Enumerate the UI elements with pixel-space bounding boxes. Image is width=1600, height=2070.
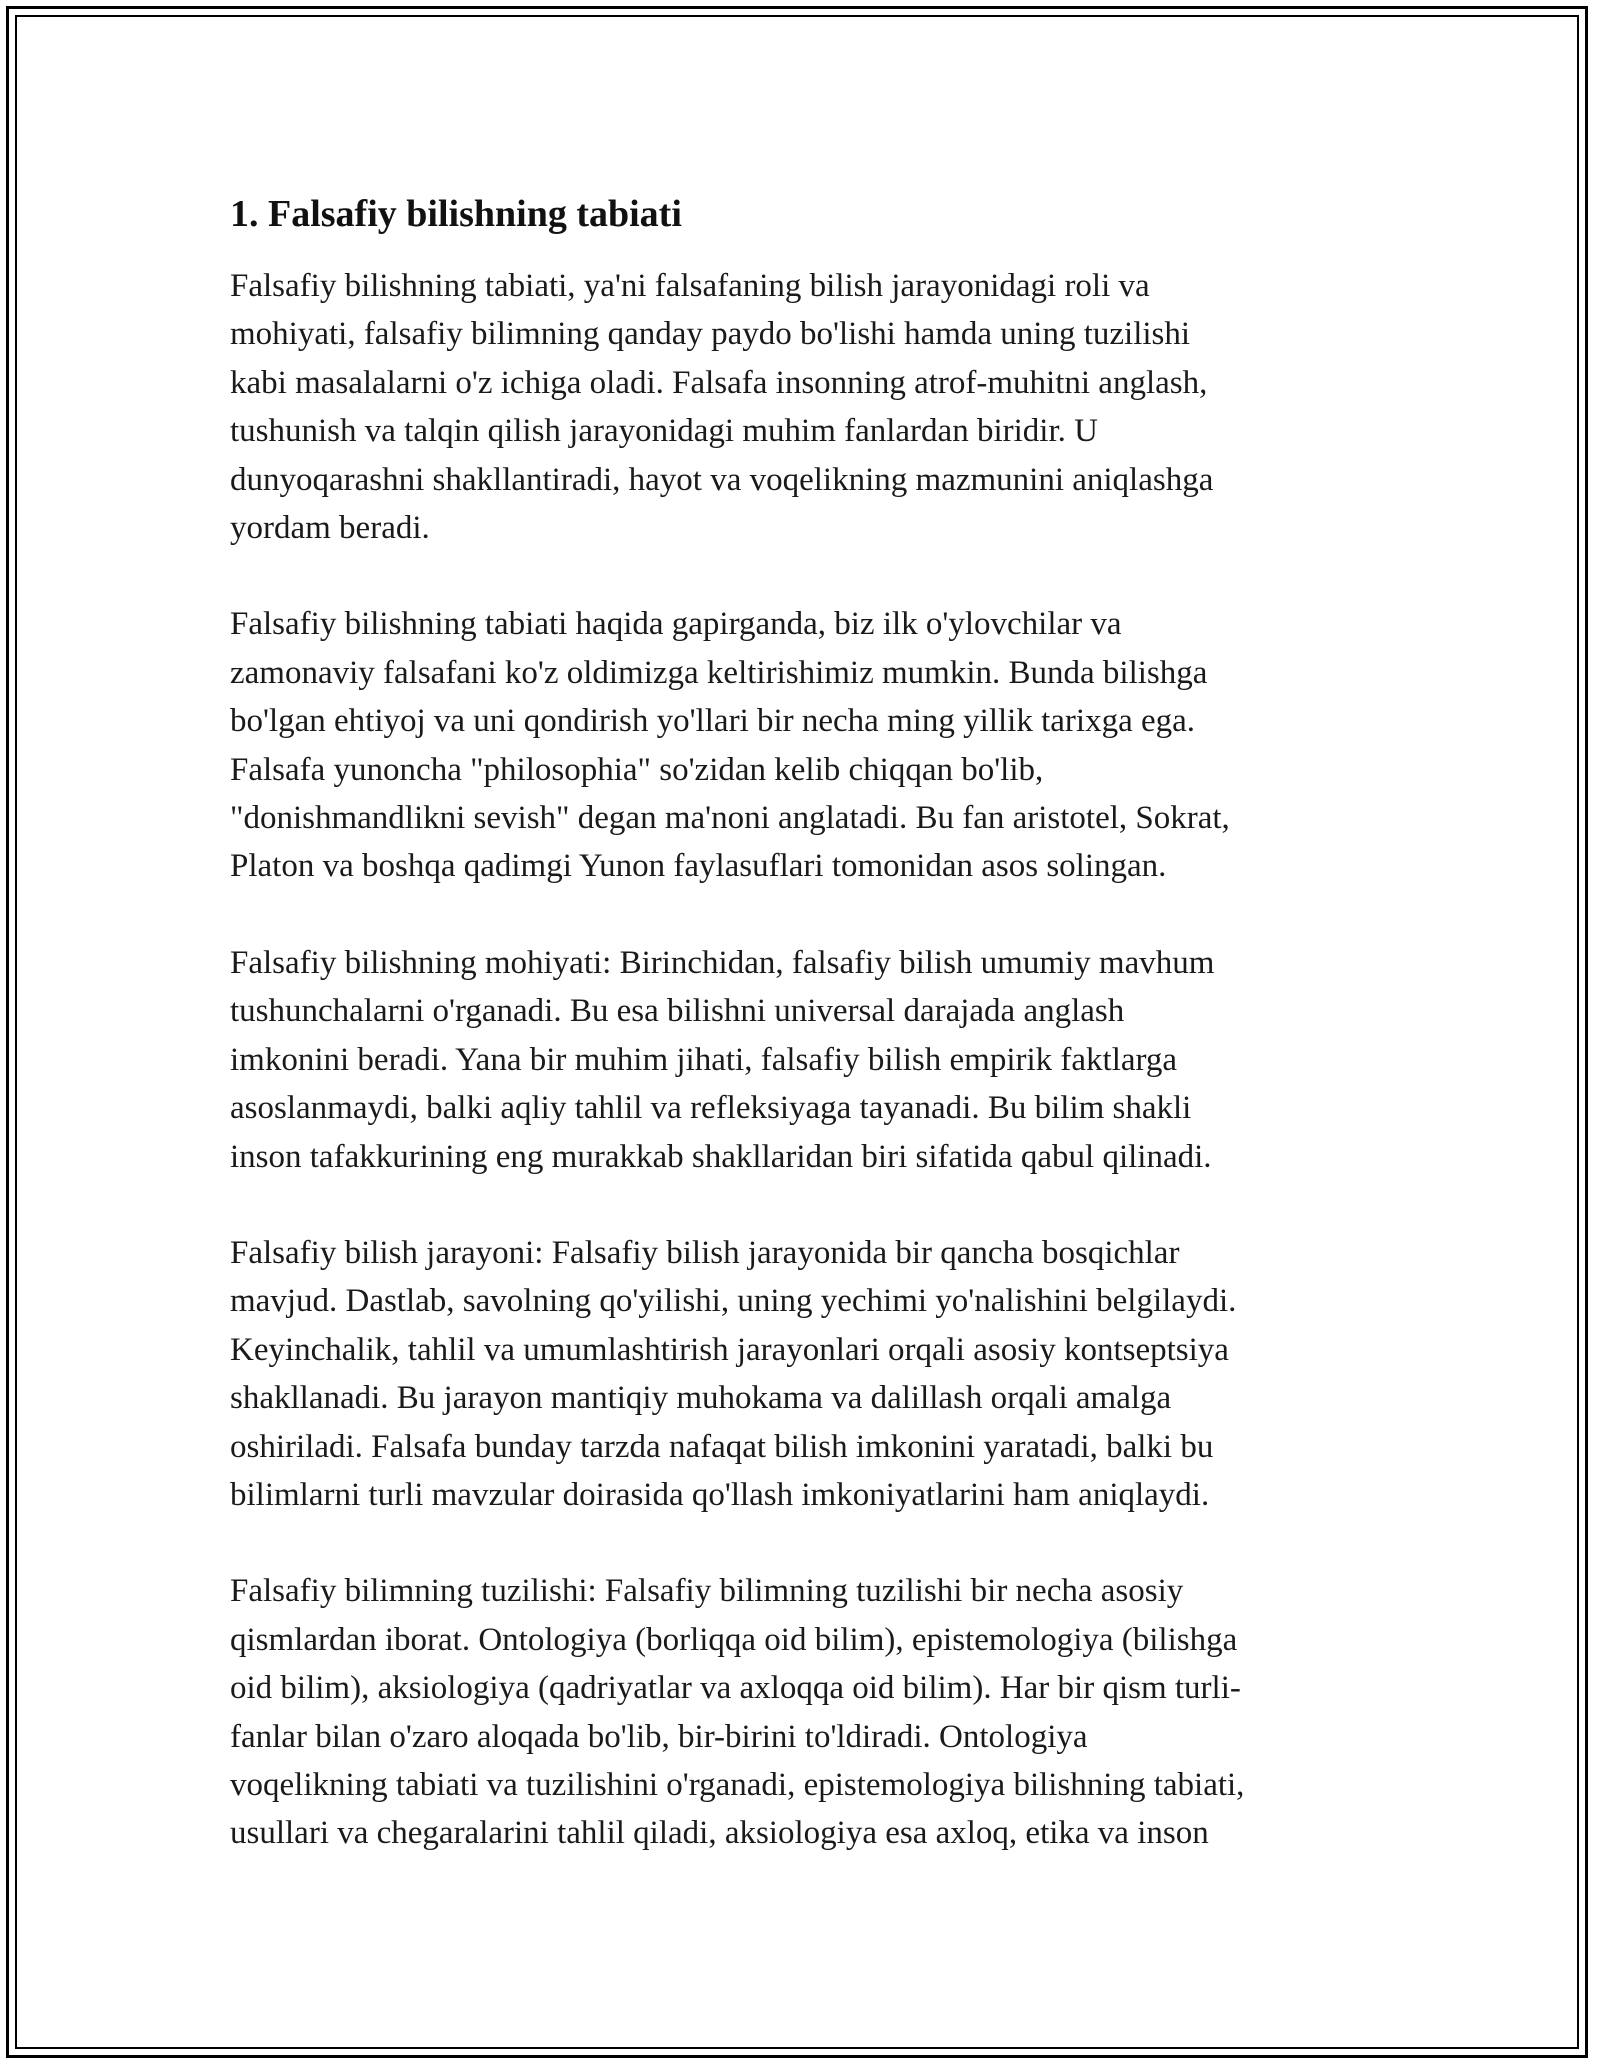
paragraph-line: tushunish va talqin qilish jarayonidagi muhim fanlardan biridir. U bbox=[230, 413, 1098, 450]
paragraph-line: bo'lgan ehtiyoj va uni qondirish yo'llari bir necha ming yillik tarixga ega. bbox=[230, 703, 1196, 740]
paragraph-line: zamonaviy falsafani ko'z oldimizga keltirishimiz mumkin. Bunda bilishga bbox=[230, 654, 1208, 691]
paragraph bbox=[230, 600, 1380, 890]
paragraph-line: qismlardan iborat. Ontologiya (borliqqa oid bilim), epistemologiya (bilishga bbox=[230, 1621, 1238, 1658]
paragraph-line: "donishmandlikni sevish" degan ma'noni anglatadi. Bu fan aristotel, Sokrat, bbox=[230, 800, 1230, 837]
paragraph-line: Falsafiy bilish jarayoni: Falsafiy bilish jarayonida bir qancha bosqichlar bbox=[230, 1234, 1180, 1271]
paragraph-line: kabi masalalarni o'z ichiga oladi. Falsafa insonning atrof-muhitni anglash, bbox=[230, 364, 1208, 401]
paragraph-line: imkonini beradi. Yana bir muhim jihati, falsafiy bilish empirik faktlarga bbox=[230, 1041, 1178, 1078]
section-heading: 1. Falsafiy bilishning tabiati bbox=[230, 193, 682, 235]
paragraph-line: Keyinchalik, tahlil va umumlashtirish jarayonlari orqali asosiy kontseptsiya bbox=[230, 1331, 1229, 1368]
paragraph-line: Platon va boshqa qadimgi Yunon faylasuflari tomonidan asos solingan. bbox=[230, 848, 1167, 885]
paragraph-line: mavjud. Dastlab, savolning qo'yilishi, uning yechimi yo'nalishini belgilaydi. bbox=[230, 1283, 1237, 1320]
paragraph-line: Falsafiy bilishning tabiati, ya'ni falsafaning bilish jarayonidagi roli va bbox=[230, 268, 1150, 304]
paragraph-line: oshiriladi. Falsafa bunday tarzda nafaqat bilish imkonini yaratadi, balki bu bbox=[230, 1428, 1214, 1465]
paragraph-line: bilimlarni turli mavzular doirasida qo'llash imkoniyatlarini ham aniqlaydi. bbox=[230, 1476, 1210, 1513]
paragraph-line: mohiyati, falsafiy bilimning qanday paydo bo'lishi hamda uning tuzilishi bbox=[230, 316, 1191, 353]
paragraph-line: dunyoqarashni shakllantiradi, hayot va voqelikning mazmunini aniqlashga bbox=[230, 461, 1214, 498]
paragraph bbox=[230, 1229, 1380, 1519]
paragraph-line: asoslanmaydi, balki aqliy tahlil va refleksiyaga tayanadi. Bu bilim shakli bbox=[230, 1090, 1192, 1127]
paragraph-line: tushunchalarni o'rganadi. Bu esa bilishni universal darajada anglash bbox=[230, 993, 1125, 1030]
paragraph-line: oid bilim), aksiologiya (qadriyatlar va axloqqa oid bilim). Har bir qism turli- bbox=[230, 1670, 1241, 1707]
paragraph-line: voqelikning tabiati va tuzilishini o'rganadi, epistemologiya bilishning tabiati, bbox=[230, 1766, 1245, 1803]
paragraph-line: yordam beradi. bbox=[230, 510, 430, 547]
paragraph-line: Falsafiy bilimning tuzilishi: Falsafiy bilimning tuzilishi bir necha asosiy bbox=[230, 1573, 1184, 1610]
paragraph-list bbox=[230, 262, 1380, 1858]
paragraph-line: Falsafiy bilishning tabiati haqida gapirganda, biz ilk o'ylovchilar va bbox=[230, 606, 1122, 643]
paragraph bbox=[230, 1567, 1380, 1857]
document-body bbox=[230, 190, 1380, 1906]
paragraph-line: Falsafiy bilishning mohiyati: Birinchidan, falsafiy bilish umumiy mavhum bbox=[230, 944, 1215, 981]
paragraph-line: inson tafakkurining eng murakkab shakllaridan biri sifatida qabul qilinadi. bbox=[230, 1138, 1212, 1175]
paragraph-line: shakllanadi. Bu jarayon mantiqiy muhokama va dalillash orqali amalga bbox=[230, 1380, 1172, 1417]
paragraph bbox=[230, 262, 1380, 552]
paragraph-line: fanlar bilan o'zaro aloqada bo'lib, bir-birini to'ldiradi. Ontologiya bbox=[230, 1718, 1088, 1755]
paragraph-line: usullari va chegaralarini tahlil qiladi, aksiologiya esa axloq, etika va inson bbox=[230, 1815, 1209, 1852]
paragraph-line: Falsafa yunoncha "philosophia" so'zidan kelib chiqqan bo'lib, bbox=[230, 751, 1044, 788]
paragraph bbox=[230, 939, 1380, 1181]
